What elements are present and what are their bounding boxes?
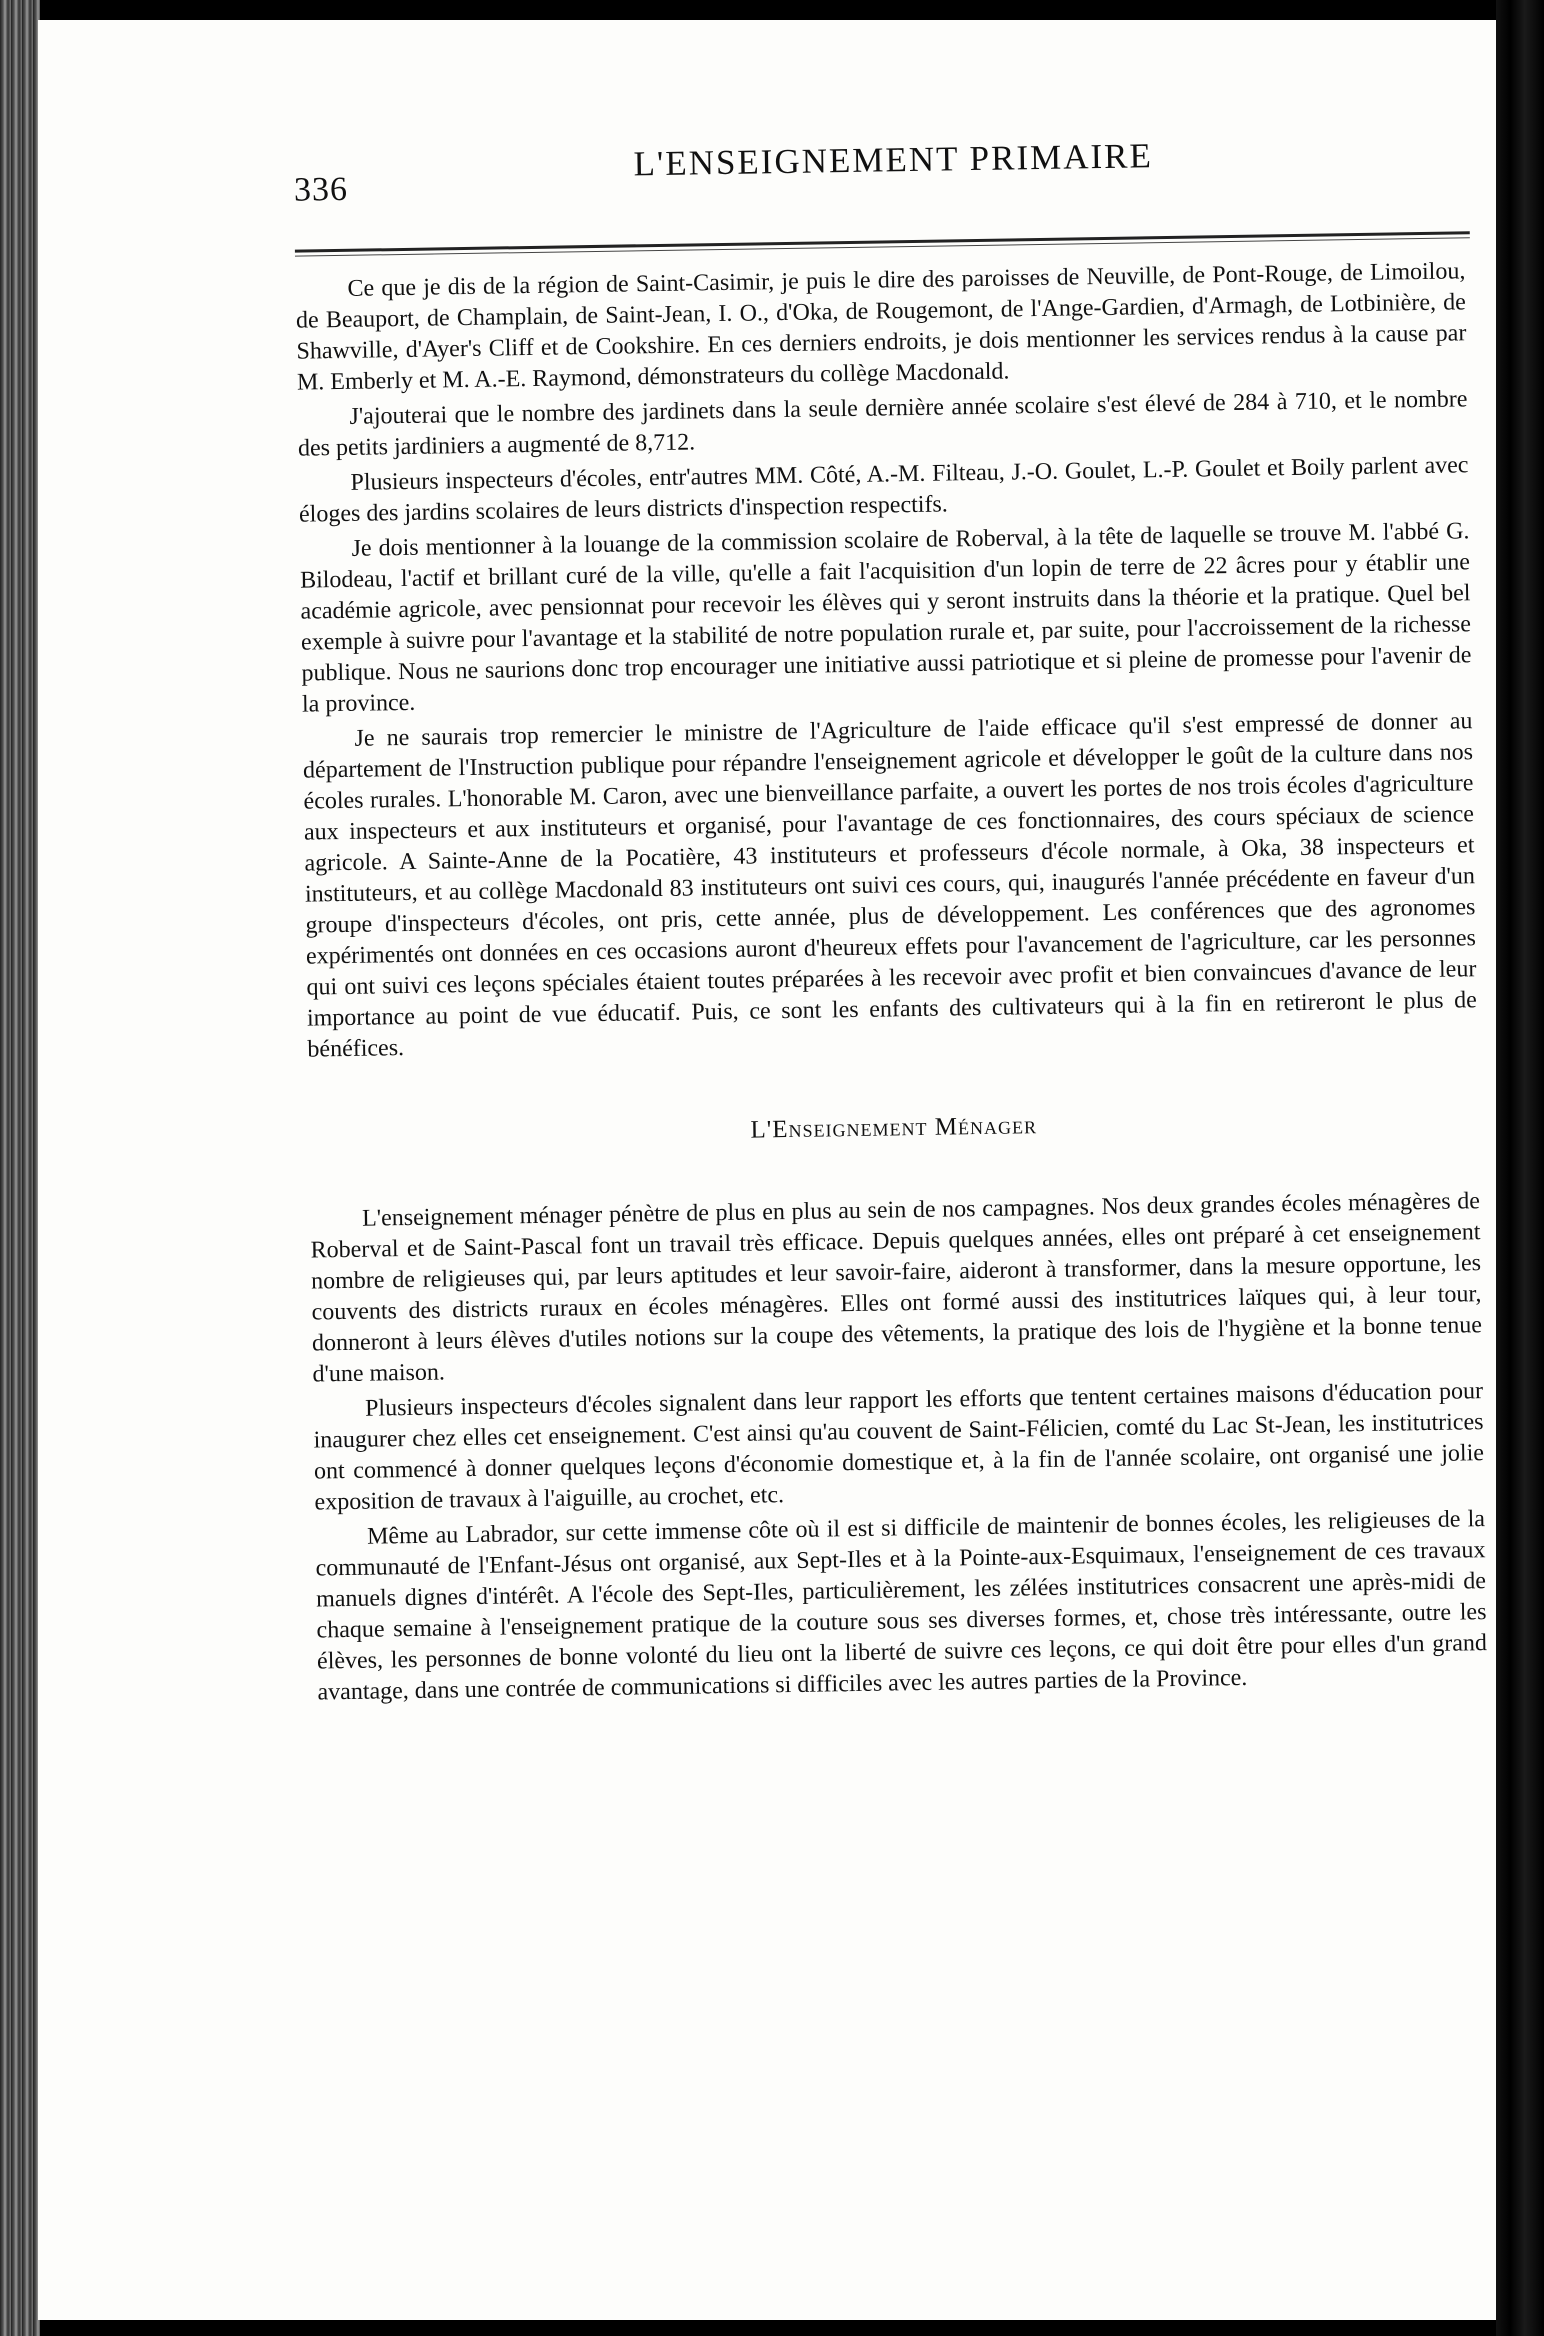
paragraph: L'enseignement ménager pénètre de plus en plus au sein de nos campagnes. Nos deux grandes écoles ménagères de Roberval et de Saint-Pascal font un travail très efficace. Depuis quelques années, elles ont préparé à cet enseignement nombre de religieuses qui, par leurs aptitudes et leur savoir-faire, aideront à transformer, dans la mesure opportune, les couvents des districts ruraux en écoles ménagères. Elles ont formé aussi des institutrices laïques qui, à leur tour, donneront à leurs élèves d'utiles notions sur la coupe des vêtements, la pratique des lois de l'hygiène et la bonne tenue d'une maison. (310, 1188, 1483, 1388)
running-title: L'ENSEIGNEMENT PRIMAIRE (633, 136, 1154, 184)
header-rule (295, 231, 1470, 256)
book-page (38, 20, 1496, 2320)
scan-binding-edge (0, 0, 40, 2336)
paragraph: J'ajouterai que le nombre des jardinets dans la seule dernière année scolaire s'est élevé de 284 à 710, et le nombre des petits jardiniers a augmenté de 8,712. (297, 386, 1468, 462)
page-number: 336 (293, 170, 349, 209)
paragraph: Plusieurs inspecteurs d'écoles, entr'autres MM. Côté, A.-M. Filteau, J.-O. Goulet, L.-P. Goulet et Boily parlent avec éloges des jardins scolaires de leurs districts d'inspection respectifs. (298, 452, 1469, 528)
paragraph: Plusieurs inspecteurs d'écoles signalent dans leur rapport les efforts que tentent certaines maisons d'éducation pour inaugurer chez elles cet enseignement. C'est ainsi qu'au couvent de Saint-Félicien, comté du Lac St-Jean, les institutrices ont commencé à donner quelques leçons d'économie domestique et, à la fin de l'année scolaire, ont organisé une jolie exposition de travaux à l'aiguille, au crochet, etc. (313, 1378, 1485, 1516)
paragraph: Ce que je dis de la région de Saint-Casimir, je puis le dire des paroisses de Neuville, de Pont-Rouge, de Limoilou, de Beauport, de Champlain, de Saint-Jean, I. O., d'Oka, de Rougemont, de l'Ange-Gardien, d'Armagh, de Lotbinière, de Shawville, d'Ayer's Cliff et de Cookshire. En ces derniers endroits, je dois mentionner les services rendus à la cause par M. Emberly et M. A.-E. Raymond, démonstrateurs du collège Macdonald. (295, 258, 1467, 396)
scan-dark-edge (1496, 0, 1544, 2336)
page-header (273, 111, 1464, 209)
page-content (273, 111, 1488, 1712)
paragraph: Je dois mentionner à la louange de la commission scolaire de Roberval, à la tête de laquelle se trouve M. l'abbé G. Bilodeau, l'actif et brillant curé de la ville, qu'elle a fait l'acquisition d'un lopin de terre de 22 âcres pour y établir une académie agricole, avec pensionnat pour recevoir les élèves qui y seront instruits dans la théorie et la pratique. Quel bel exemple à suivre pour l'avantage et la stabilité de notre population rurale et, par suite, pour l'accroissement de la richesse publique. Nous ne saurions donc trop encourager une initiative aussi patriotique et si pleine de promesse pour l'avenir de la province. (299, 518, 1472, 718)
body-text (295, 256, 1487, 1708)
paragraph: Même au Labrador, sur cette immense côte où il est si difficile de maintenir de bonnes écoles, les religieuses de la communauté de l'Enfant-Jésus ont organisé, aux Sept-Iles et à la Pointe-aux-Esquimaux, l'enseignement de ces travaux manuels dignes d'intérêt. A l'école des Sept-Iles, particulièrement, les zélées institutrices consacrent une après-midi de chaque semaine à l'enseignement pratique de la couture sous ses diverses formes, et, chose très intéressante, outre les élèves, les personnes de bonne volonté du lieu ont la liberté de suivre ces leçons, ce qui doit être pour elles d'un grand avantage, dans une contrée de communications si difficiles avec les autres parties de la Province. (315, 1506, 1488, 1706)
section-heading: L'Enseignement Ménager (750, 1112, 1038, 1144)
paragraph: Je ne saurais trop remercier le ministre de l'Agriculture de l'aide efficace qu'il s'est empressé de donner au département de l'Instruction publique pour répandre l'enseignement agricole et développer le goût de la culture dans nos écoles rurales. L'honorable M. Caron, avec une bienveillance parfaite, a ouvert les portes de nos trois écoles d'agriculture aux inspecteurs et aux instituteurs et organisé, pour l'avantage de ces fonctionnaires, des cours spéciaux de science agricole. A Sainte-Anne de la Pocatière, 43 instituteurs et professeurs d'école normale, à Oka, 38 inspecteurs et instituteurs, et au collège Macdonald 83 instituteurs ont suivi ces cours, qui, inaugurés l'année précédente en faveur d'un groupe d'inspecteurs d'écoles, ont pris, cette année, plus de développement. Les conférences que des agronomes expérimentés ont données en ces occasions auront d'heureux effets pour l'avancement de l'agriculture, car les personnes qui ont suivi ces leçons spéciales étaient toutes préparées à les recevoir avec profit et bien convaincues d'avance de leur importance au point de vue éducatif. Puis, ce sont les enfants des cultivateurs qui à la fin en retireront le plus de bénéfices. (302, 708, 1478, 1063)
